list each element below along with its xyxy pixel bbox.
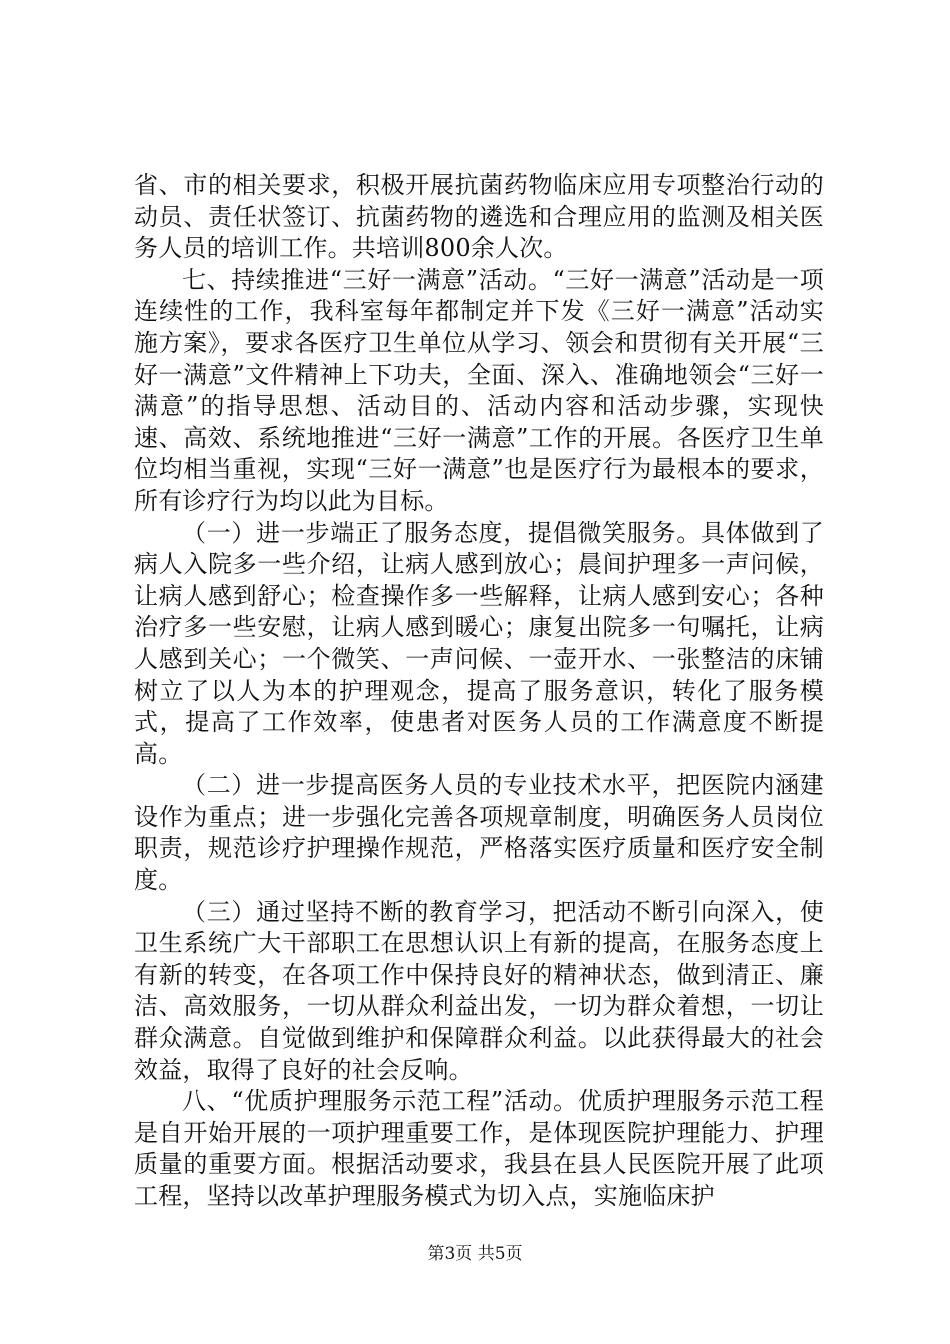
paragraph-2: 七、持续推进“三好一满意”活动。“三好一满意”活动是一项连续性的工作，我科室每年都制定并下发《三好一满意”活动实施方案》，要求各医疗卫生单位从学习、领会和贯彻有关开展“三好一满意”文件精神上下功夫，全面、深入、准确地领会“三好一满意”的指导思想、活动目的、活动内容和活动步骤，实现快速、高效、系统地推进“三好一满意”工作的开展。各医疗卫生单位均相当重视，实现“三好一满意”也是医疗行为最根本的要求，所有诊疗行为均以此为目标。 [134, 265, 824, 515]
paragraph-5: （三）通过坚持不断的教育学习，把活动不断引向深入，使卫生系统广大干部职工在思想认识上有新的提高，在服务态度上有新的转变，在各项工作中保持良好的精神状态，做到清正、廉洁、高效服务，一切从群众利益出发，一切为群众着想，一切让群众满意。自觉做到维护和保障群众利益。以此获得最大的社会效益，取得了良好的社会反响。 [134, 897, 824, 1084]
paragraph-1: 省、市的相关要求，积极开展抗菌药物临床应用专项整治行动的动员、责任状签订、抗菌药物的遴选和合理应用的监测及相关医务人员的培训工作。共培训800余人次。 [134, 171, 824, 263]
paragraph-4: （二）进一步提高医务人员的专业技术水平，把医院内涵建设作为重点；进一步强化完善各项规章制度，明确医务人员岗位职责，规范诊疗护理操作规范，严格落实医疗质量和医疗安全制度。 [134, 771, 824, 895]
page-footer: 第3页 共5页 [427, 1244, 523, 1264]
paragraph-3: （一）进一步端正了服务态度，提倡微笑服务。具体做到了病人入院多一些介绍，让病人感到放心；晨间护理多一声问候，让病人感到舒心；检查操作多一些解释，让病人感到安心；各种治疗多一些安慰，让病人感到暖心；康复出院多一句嘱托，让病人感到关心；一个微笑、一声问候、一壶开水、一张整洁的床铺树立了以人为本的护理观念，提高了服务意识，转化了服务模式，提高了工作效率，使患者对医务人员的工作满意度不断提高。 [134, 518, 824, 768]
paragraph-6: 八、“优质护理服务示范工程”活动。优质护理服务示范工程是自开始开展的一项护理重要工作，是体现医院护理能力、护理质量的重要方面。根据活动要求，我县在县人民医院开展了此项工程，坚持以改革护理服务模式为切入点，实施临床护 [134, 1087, 824, 1210]
document-body [134, 170, 824, 1213]
